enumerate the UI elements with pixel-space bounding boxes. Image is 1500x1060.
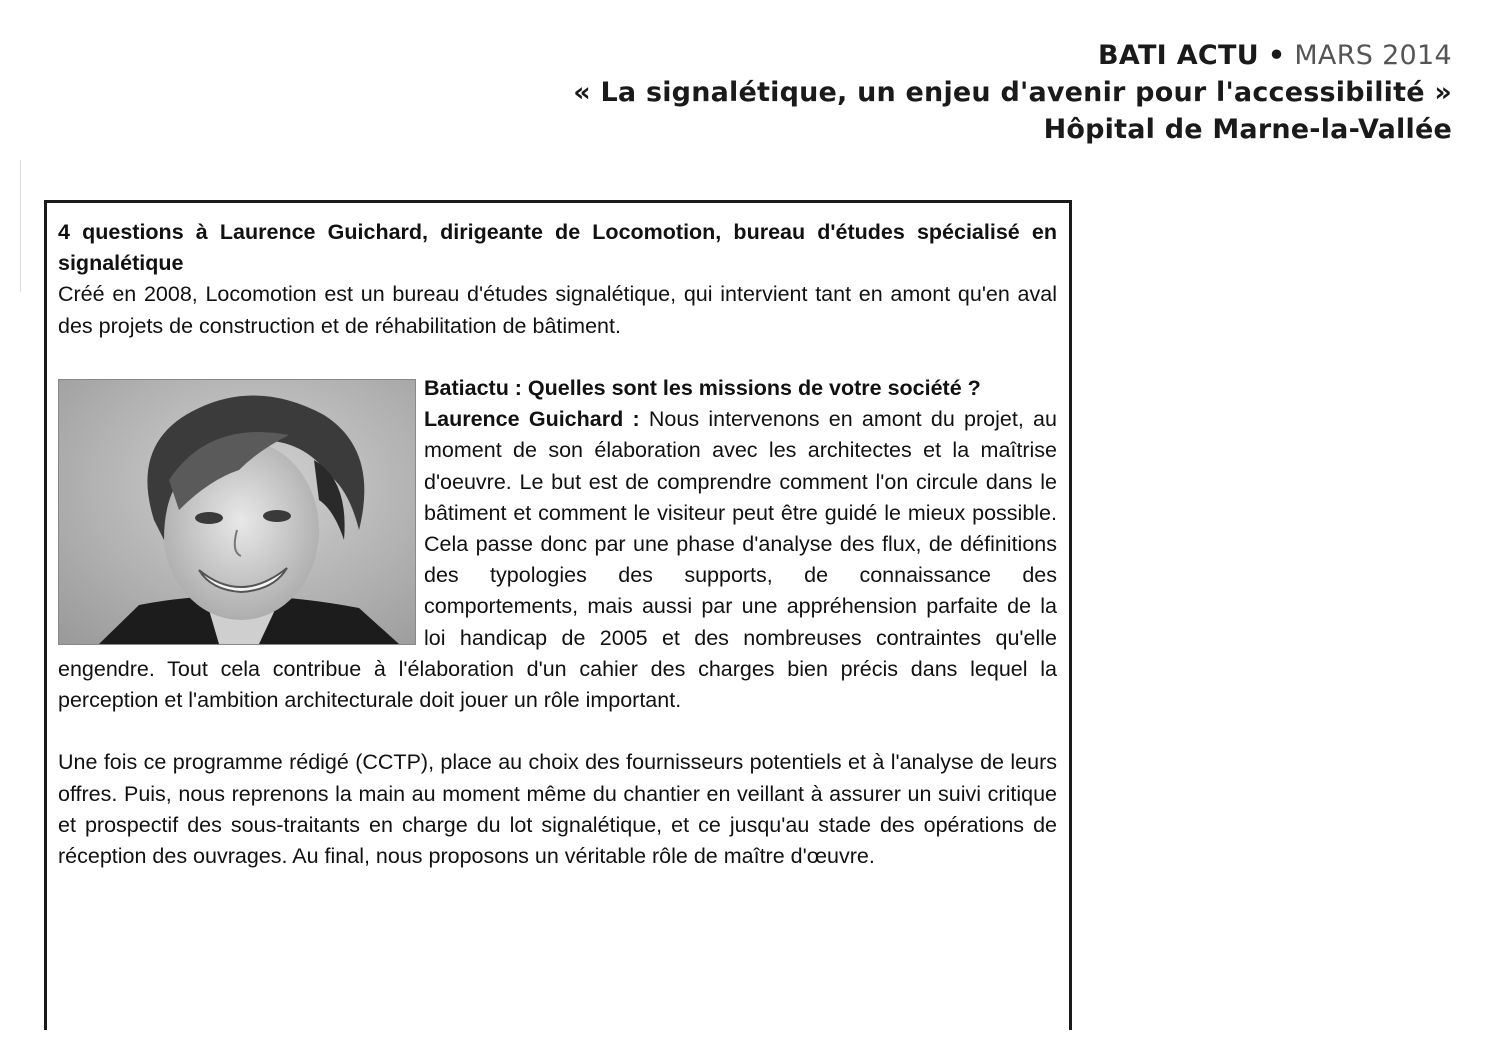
speaker-label: Laurence Guichard : [424,407,640,432]
header-location: Hôpital de Marne-la-Vallée [1043,114,1452,145]
header-brand: BATI ACTU [1097,40,1259,71]
paragraph-spacer [58,342,1057,373]
article-intro: Créé en 2008, Locomotion est un bureau d'études signalétique, qui intervient tant en amont qu'en aval des projets de construction et de réhabilitation de bâtiment. [58,282,1057,338]
header-subtitle: « La signalétique, un enjeu d'avenir pour l'accessibilité » [573,77,1452,108]
header-source-line [452,38,1452,74]
page-header [452,38,1452,148]
header-bullet: • [1267,40,1286,71]
portrait-photo [58,379,416,645]
paragraph-spacer [58,716,1057,747]
portrait-illustration [59,380,415,644]
header-date: MARS 2014 [1294,40,1452,71]
answer-2-text: Une fois ce programme rédigé (CCTP), place au choix des fournisseurs potentiels et à l'analyse de leurs offres. Puis, nous reprenons la main au moment même du chantier en veillant à assurer un suivi critique et prospectif des sous-traitants en charge du lot signalétique, et ce jusqu'au stade des opérations de réception des ouvrages. Au final, nous proposons un véritable rôle de maître d'œuvre. [58,750,1057,869]
answer-1-text: Nous intervenons en amont du projet, au moment de son élaboration avec les architectes et la maîtrise d'oeuvre. Le but est de comprendre comment l'on circule dans le bâtiment et comment le visiteur peut être guidé le mieux possible. Cela passe donc par une phase d'analyse des flux, de définitions des typologies des supports, de connaissance des comportements, mais aussi par une appréhension parfaite de la loi handicap de 2005 et des nombreuses contraintes qu'elle engendre. Tout cela contribue à l'élaboration d'un cahier des charges bien précis dans lequel la perception et l'ambition architecturale doit jouer un rôle important. [58,407,1057,713]
article-box [44,200,1072,1030]
question-1-text: Batiactu : Quelles sont les missions de votre société ? [424,376,981,400]
article-title: 4 questions à Laurence Guichard, dirigeante de Locomotion, bureau d'études spécialisé en signalétique [58,220,1057,276]
side-divider [20,160,21,292]
